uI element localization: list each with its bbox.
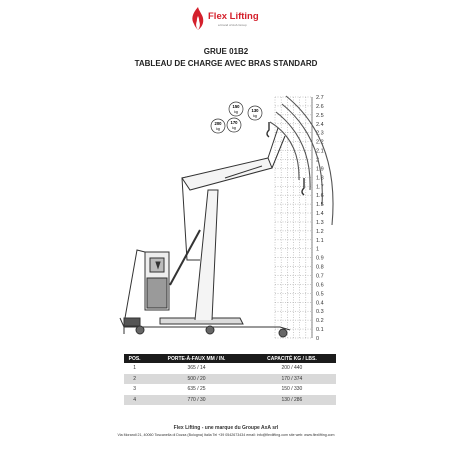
table-row bbox=[124, 384, 336, 395]
height-label: 1.4 bbox=[316, 211, 324, 218]
svg-text:150: 150 bbox=[232, 104, 240, 109]
load-label-170 bbox=[227, 118, 241, 132]
height-label: 0.6 bbox=[316, 282, 324, 289]
height-label: 1.5 bbox=[316, 202, 324, 209]
footer-company: Flex Lifting - une marque du Groupe AxA srl bbox=[173, 425, 279, 431]
svg-text:130: 130 bbox=[251, 108, 259, 113]
brand-name: Flex Lifting bbox=[208, 11, 259, 22]
position-cell: 4 bbox=[124, 395, 145, 406]
height-label: 0.5 bbox=[316, 291, 324, 298]
load-label-130 bbox=[248, 106, 262, 120]
document-subtitle: TABLEAU DE CHARGE AVEC BRAS STANDARD bbox=[134, 59, 318, 68]
brand-tagline: a brand of AxA Group bbox=[218, 23, 247, 27]
height-label: 0 bbox=[316, 336, 320, 342]
height-label: 1.3 bbox=[316, 219, 324, 226]
overhang-cell: 635 / 25 bbox=[187, 386, 206, 393]
height-label: 0.3 bbox=[316, 309, 324, 316]
height-label: 2.4 bbox=[316, 121, 324, 128]
load-capacity-table bbox=[124, 354, 336, 405]
height-label: 2 bbox=[316, 157, 320, 164]
table-row bbox=[124, 363, 336, 374]
header-capacity: CAPACITÉ KG / LBS. bbox=[248, 354, 336, 363]
position-cell: 1 bbox=[133, 365, 136, 372]
height-label: 1.9 bbox=[316, 166, 324, 173]
height-label: 1.6 bbox=[316, 193, 324, 200]
header-position: POS. bbox=[124, 354, 145, 363]
position-cell: 2 bbox=[124, 374, 145, 385]
height-label: 2.5 bbox=[316, 112, 324, 119]
height-label: 2.3 bbox=[316, 130, 324, 137]
table-row bbox=[124, 374, 336, 385]
height-label: 0.2 bbox=[316, 318, 324, 325]
svg-text:kg: kg bbox=[216, 127, 220, 131]
capacity-cell: 130 / 286 bbox=[248, 395, 336, 406]
crane-illustration bbox=[120, 122, 304, 337]
footer-contact: Via Morandi 21, 40060 Toscanella di Dozza (Bologna) Italia Tel +39 0542673434 email: info@flexlifting.com site web: www.flexlifting.com bbox=[117, 433, 335, 437]
svg-text:170: 170 bbox=[230, 120, 238, 125]
svg-text:kg: kg bbox=[232, 126, 236, 130]
reach-grid bbox=[275, 97, 312, 338]
height-label: 1 bbox=[316, 246, 320, 253]
table-header-row bbox=[124, 354, 336, 363]
height-label: 2.7 bbox=[316, 95, 324, 101]
height-label: 2.6 bbox=[316, 103, 324, 110]
height-label: 2.2 bbox=[316, 139, 324, 146]
height-label: 0.9 bbox=[316, 255, 324, 262]
height-label: 1.7 bbox=[316, 184, 324, 191]
svg-text:200: 200 bbox=[214, 121, 222, 126]
capacity-cell: 200 / 440 bbox=[281, 365, 303, 372]
document-title: GRUE 01B2 bbox=[203, 47, 249, 56]
capacity-cell: 150 / 330 bbox=[281, 386, 303, 393]
capacity-cell: 170 / 374 bbox=[248, 374, 336, 385]
height-label: 0.7 bbox=[316, 273, 324, 280]
svg-text:kg: kg bbox=[253, 114, 257, 118]
overhang-cell: 500 / 20 bbox=[145, 374, 248, 385]
svg-text:kg: kg bbox=[234, 110, 238, 114]
height-label: 0.8 bbox=[316, 264, 324, 271]
height-label: 1.8 bbox=[316, 175, 324, 182]
height-label: 0.1 bbox=[316, 327, 324, 334]
position-cell: 3 bbox=[133, 386, 136, 393]
height-label: 0.4 bbox=[316, 300, 324, 307]
height-scale bbox=[316, 95, 324, 342]
overhang-cell: 365 / 14 bbox=[187, 365, 206, 372]
table-row bbox=[124, 395, 336, 406]
header-overhang: PORTE-À-FAUX MM / IN. bbox=[145, 354, 248, 363]
height-label: 2.1 bbox=[316, 148, 324, 155]
load-label-200 bbox=[211, 119, 225, 133]
height-label: 1.2 bbox=[316, 228, 324, 235]
height-label: 1.1 bbox=[316, 237, 324, 244]
overhang-cell: 770 / 30 bbox=[145, 395, 248, 406]
load-label-150 bbox=[229, 102, 243, 116]
